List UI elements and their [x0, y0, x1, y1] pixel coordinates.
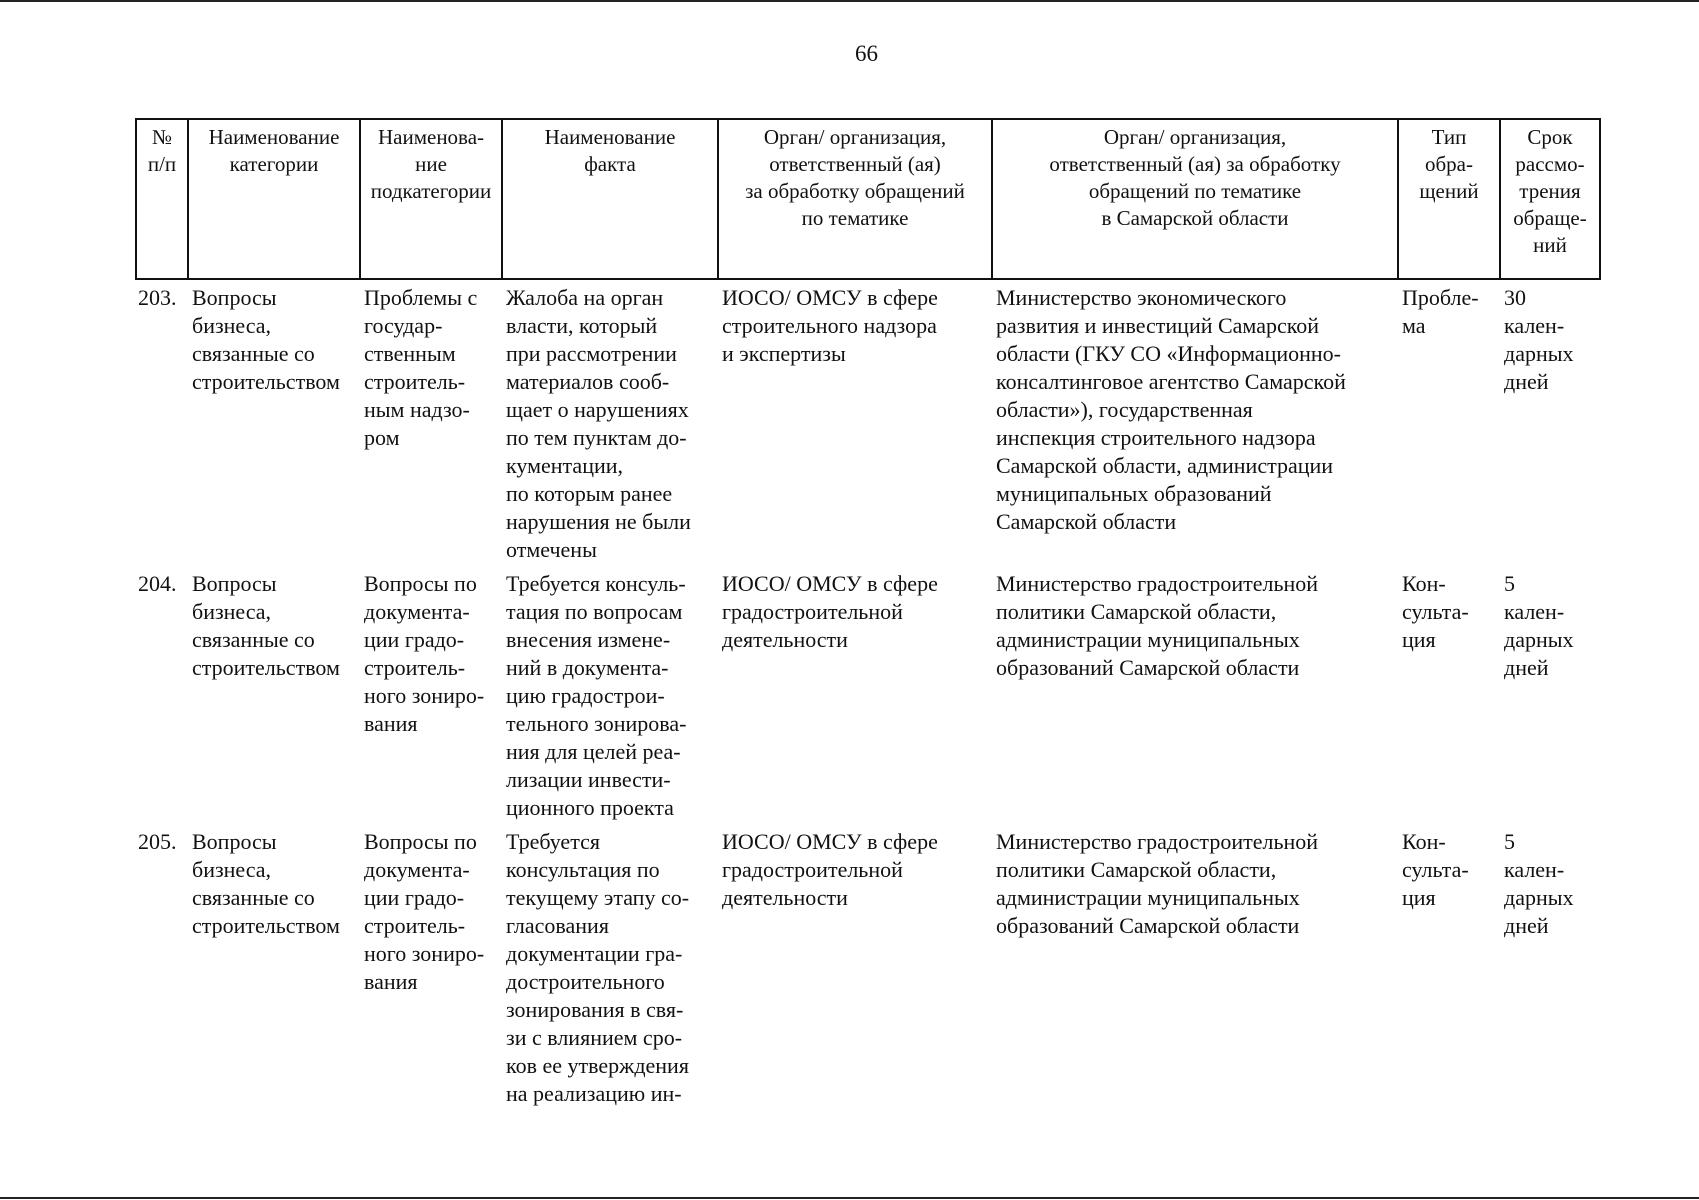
appeals-table [135, 118, 1601, 1108]
row-org: ИОСО/ ОМСУ в сфере строительного надзора и экспертизы [722, 285, 938, 366]
row-fact: Требуется консуль- тация по вопросам внесения измене- ний в документа- цию градострои- тельного зонирова- ния для целей реа- лизации инвести- ционного проекта [506, 571, 687, 820]
row-fact: Требуется консультация по текущему этапу со- гласования документации гра- достроительного зонирования в свя- зи с влиянием сро- ков ее утверждения на реализацию ин- [506, 829, 690, 1106]
row-subcategory: Вопросы по документа- ции градо- строитель- ного зониро- вания [364, 829, 485, 994]
header-number: № п/п [136, 119, 188, 279]
row-term: 5 кален- дарных дней [1504, 571, 1574, 680]
row-fact: Жалоба на орган власти, который при рассмотрении материалов сооб- щает о нарушениях по тем пунктам до- кументации, по которым ранее нарушения не были отмечены [506, 285, 691, 562]
table-row [136, 279, 1600, 564]
header-type: Тип обра- щений [1398, 119, 1500, 279]
document-sheet [135, 118, 1601, 1108]
row-number: 203. [138, 285, 177, 310]
table-header-row [136, 119, 1600, 279]
header-category: Наименование категории [188, 119, 360, 279]
table-row [136, 564, 1600, 822]
row-subcategory: Вопросы по документа- ции градо- строитель- ного зониро- вания [364, 571, 485, 736]
row-category: Вопросы бизнеса, связанные со строительством [192, 829, 340, 938]
row-number: 204. [138, 571, 177, 596]
row-org: ИОСО/ ОМСУ в сфере градостроительной деятельности [722, 829, 938, 910]
top-scan-edge [0, 0, 1699, 2]
header-fact: Наименование факта [502, 119, 718, 279]
row-term: 30 кален- дарных дней [1504, 285, 1574, 394]
row-type: Кон- сульта- ция [1402, 571, 1469, 652]
row-org-samara: Министерство градостроительной политики Самарской области, администрации муниципальных образований Самарской области [996, 571, 1319, 680]
header-subcategory: Наименова- ние подкатегории [360, 119, 502, 279]
page-number: 66 [855, 41, 878, 66]
header-term: Срок рассмо- трения обраще- ний [1500, 119, 1600, 279]
table-row [136, 822, 1600, 1108]
row-org-samara: Министерство экономического развития и инвестиций Самарской области (ГКУ СО «Информационно- консалтинговое агентство Самарской области»), государственная инспекция строительного надзора Самарской области, администрации муниципальных образований Самарской области [996, 285, 1346, 534]
row-org: ИОСО/ ОМСУ в сфере градостроительной деятельности [722, 571, 938, 652]
bottom-scan-edge [0, 1197, 1699, 1199]
row-number: 205. [138, 829, 177, 854]
row-category: Вопросы бизнеса, связанные со строительством [192, 285, 340, 394]
header-org: Орган/ организация, ответственный (ая) за обработку обращений по тематике [718, 119, 992, 279]
row-term: 5 кален- дарных дней [1504, 829, 1574, 938]
row-org-samara: Министерство градостроительной политики Самарской области, администрации муниципальных образований Самарской области [996, 829, 1319, 938]
row-type: Кон- сульта- ция [1402, 829, 1469, 910]
header-org-samara: Орган/ организация, ответственный (ая) за обработку обращений по тематике в Самарской области [992, 119, 1398, 279]
row-category: Вопросы бизнеса, связанные со строительством [192, 571, 340, 680]
row-subcategory: Проблемы с государ- ственным строитель- ным надзо- ром [364, 285, 478, 450]
row-type: Пробле- ма [1402, 285, 1479, 338]
